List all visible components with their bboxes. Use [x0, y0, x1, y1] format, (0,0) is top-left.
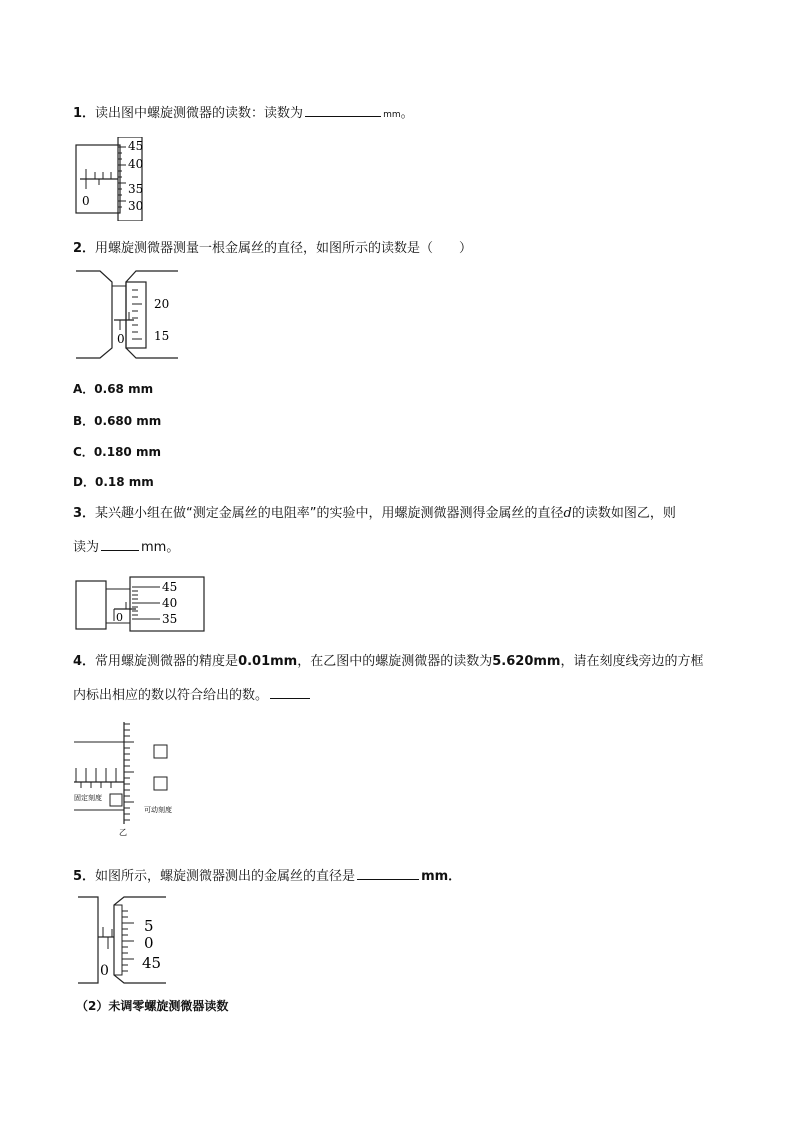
option-label: C．	[73, 445, 94, 459]
question-1	[73, 104, 414, 123]
question-text: 内标出相应的数以符合给出的数。	[73, 688, 269, 703]
question-4	[73, 654, 703, 670]
section-heading: （2）未调零螺旋测微器读数	[76, 999, 229, 1013]
option-text: 0.68 mm	[94, 382, 154, 396]
question-text: ，在乙图中的螺旋测微器的读数为	[297, 654, 493, 669]
question-3	[73, 506, 676, 522]
tick-label: 30	[128, 199, 144, 213]
option-text: 0.180 mm	[93, 445, 161, 459]
micrometer-figure-2	[74, 268, 180, 360]
question-number: 2．	[73, 241, 96, 256]
tick-label: 40	[128, 157, 144, 171]
answer-blank[interactable]	[357, 867, 419, 880]
tick-label: 0	[144, 934, 154, 952]
question-text: 常用螺旋测微器的精度是	[95, 654, 239, 669]
option-label: B．	[73, 414, 95, 428]
question-5	[73, 867, 461, 885]
figure-caption: 乙	[119, 828, 127, 837]
micrometer-figure-3	[74, 575, 206, 633]
question-2	[73, 241, 472, 257]
question-3-line2	[73, 538, 179, 556]
sentence-end: 。	[400, 106, 414, 121]
question-text-cont: 的读数如图乙，则	[571, 506, 676, 521]
unit-label: mm。	[141, 540, 180, 555]
question-text: 用螺旋测微器测量一根金属丝的直径，如图所示的读数是（ ）	[95, 241, 473, 256]
option-a[interactable]	[73, 380, 153, 397]
micrometer-figure-5	[76, 893, 168, 987]
fixed-scale-label: 固定刻度	[74, 794, 102, 802]
option-d[interactable]	[73, 473, 154, 490]
question-number: 3．	[73, 506, 96, 521]
movable-scale-label: 可动刻度	[144, 806, 172, 814]
question-4-line2	[73, 686, 312, 704]
unit-label: mm．	[421, 869, 462, 884]
question-number: 1．	[73, 106, 96, 121]
question-text: 读出图中螺旋测微器的读数：读数为	[95, 106, 304, 121]
option-label: D．	[73, 475, 95, 489]
zero-label: 0	[117, 332, 125, 346]
tick-label: 45	[128, 139, 144, 153]
question-text: ，请在刻度线旁边的方框	[560, 654, 704, 669]
tick-label: 15	[154, 329, 170, 343]
zero-label: 0	[100, 963, 109, 979]
option-text: 0.18 mm	[94, 475, 154, 489]
micrometer-figure-1	[74, 137, 146, 221]
unit-label: mm	[383, 110, 401, 120]
reading-value: 5.620mm	[492, 654, 561, 669]
answer-blank[interactable]	[270, 686, 310, 699]
question-text: 读为	[73, 540, 100, 555]
question-number: 5．	[73, 869, 96, 884]
zero-label: 0	[116, 611, 123, 624]
precision-value: 0.01mm	[238, 654, 298, 669]
question-text: 如图所示，螺旋测微器测出的金属丝的直径是	[95, 869, 356, 884]
question-number: 4．	[73, 654, 96, 669]
zero-label: 0	[82, 194, 90, 208]
tick-label: 45	[162, 580, 178, 594]
option-label: A．	[73, 382, 95, 396]
tick-label: 40	[162, 596, 178, 610]
option-text: 0.680 mm	[94, 414, 162, 428]
micrometer-figure-4	[72, 718, 192, 838]
option-b[interactable]	[73, 412, 161, 429]
option-c[interactable]	[73, 443, 161, 460]
tick-label: 45	[142, 954, 162, 972]
tick-label: 20	[154, 297, 170, 311]
variable-d: d	[563, 506, 572, 521]
tick-label: 35	[128, 182, 144, 196]
tick-label: 35	[162, 612, 178, 626]
answer-blank[interactable]	[101, 538, 139, 551]
question-text: 某兴趣小组在做“测定金属丝的电阻率”的实验中，用螺旋测微器测得金属丝的直径	[95, 506, 564, 521]
answer-blank[interactable]	[305, 104, 381, 117]
tick-label: 5	[144, 917, 154, 935]
